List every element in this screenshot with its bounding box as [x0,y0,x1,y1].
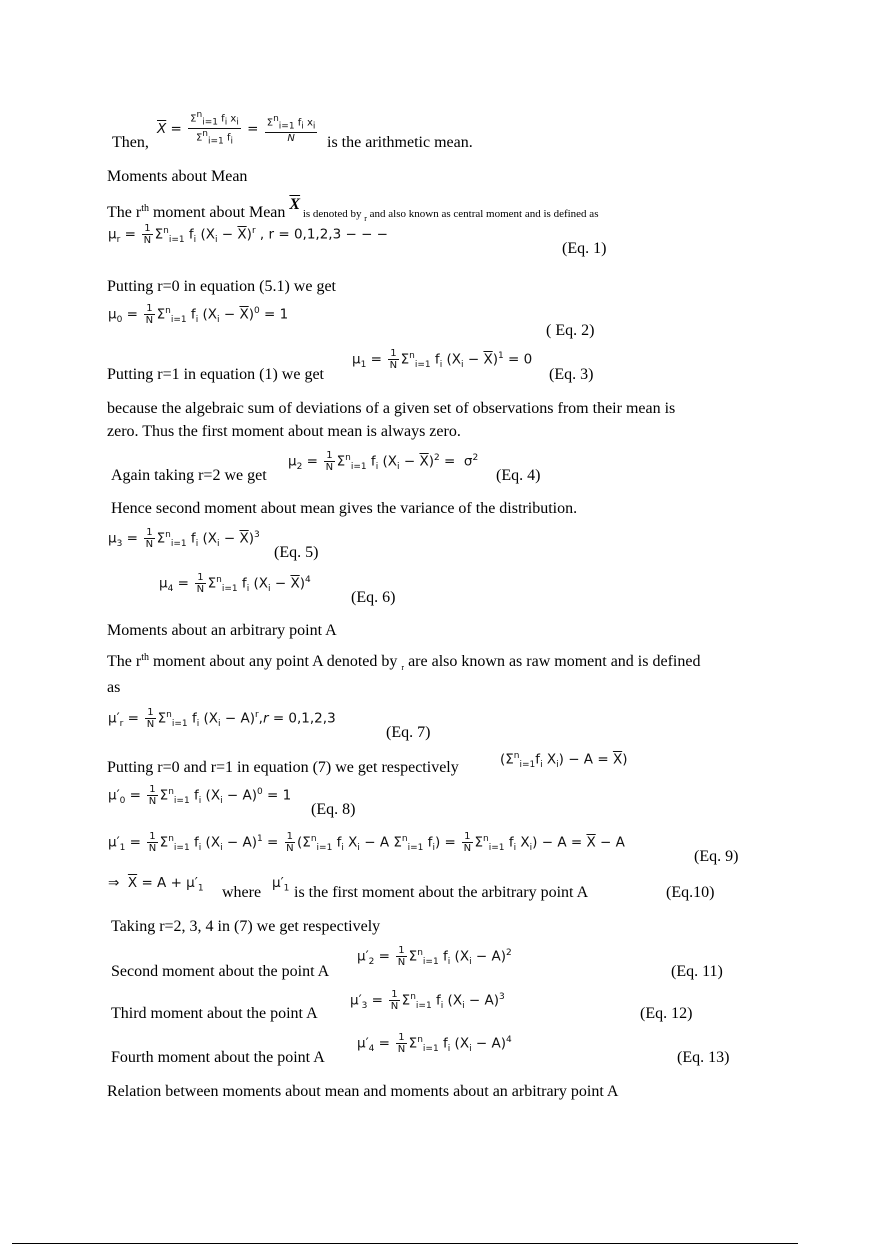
formula-mu-prime-4: $\mu'_4$ = $\frac{1}{N}$ $\Sigma^n_{i=1}$ $f_i$ $(X_i - A)^4$ [357,1032,512,1055]
putting-r1: Putting r=1 in equation (1) we get [107,366,324,383]
putting-r0: Putting r=0 in equation (5.1) we get [107,278,336,295]
relation-heading: Relation between moments about mean and moments about an arbitrary point A [107,1083,619,1100]
eq-13-label: (Eq. 13) [677,1049,730,1066]
eq-11-label: (Eq. 11) [671,963,723,980]
second-moment-label: Second moment about the point A [111,963,330,980]
formula-mu-prime-1-symbol: $\mu'_1$ [272,875,290,894]
raw-as: as [107,679,121,696]
formula-mu-1: $\mu_1$ = $\frac{1}{N}$ $\Sigma^n_{i=1}$ $f_i$ $(X_i - \overline{X})^1 = 0$ [352,348,533,371]
where-text-2: is the first moment about the arbitrary point A [294,884,589,901]
eq-9-label: (Eq. 9) [694,848,739,865]
eq-12-label: (Eq. 12) [640,1005,693,1022]
rth-moment-sentence: The $r^{th}$ moment about Mean $\overline{X}$ is denoted by $_r$ and also known as central moment and is defined as [107,196,599,224]
eq-1-label: (Eq. 1) [562,240,607,257]
mean-suffix: is the arithmetic mean. [327,134,473,151]
where-text-1: where [222,884,262,901]
x-bar-symbol: $\overline{X}$ [289,196,301,213]
raw-moment-sentence: The $r^{th}$ moment about any point A denoted by $_r$ are also known as raw moment and is defined [107,652,701,673]
formula-mu-prime-3: $\mu'_3$ = $\frac{1}{N}$ $\Sigma^n_{i=1}$ $f_i$ $(X_i - A)^3$ [350,989,505,1012]
heading-moments-arbitrary: Moments about an arbitrary point A [107,622,337,639]
eq-5-label: (Eq. 5) [274,544,319,561]
heading-moments-about-mean: Moments about Mean [107,168,248,185]
formula-x-bar: ⇒ $\overline{X} = A + \mu'_1$ [108,875,204,894]
eq-3-label: (Eq. 3) [549,366,594,383]
eq-10-label: (Eq.10) [666,884,715,901]
fourth-moment-label: Fourth moment about the point A [111,1049,325,1066]
third-moment-label: Third moment about the point A [111,1005,318,1022]
mean-label: Then, [112,134,149,151]
eq-6-label: (Eq. 6) [351,589,396,606]
eq-2-label: ( Eq. 2) [546,322,595,339]
formula-mu-prime-r: $\mu'_r$ = $\frac{1}{N}$ $\Sigma^n_{i=1}$ $f_i$ $(X_i - A)^r,r = 0,1,2,3$ [108,707,336,730]
formula-mu-2: $\mu_2$ = $\frac{1}{N}$ $\Sigma^n_{i=1}$ $f_i$ $(X_i - \overline{X})^2 = \sigma^2$ [288,450,479,473]
hence-variance: Hence second moment about mean gives the variance of the distribution. [111,500,578,517]
because-line-1: because the algebraic sum of deviations of a given set of observations from their mean is [107,400,676,417]
taking-r234: Taking r=2, 3, 4 in (7) we get respectively [111,918,381,935]
footer-rule [12,1243,798,1244]
formula-mu-0: $\mu_0$ = $\frac{1}{N}$ $\Sigma^n_{i=1}$ $f_i$ $(X_i - \overline{X})^0 = 1$ [108,303,289,326]
formula-mu-prime-1: $\mu'_1$ = $\frac{1}{N}$ $\Sigma^n_{i=1}$ $f_i$ $(X_i - A)^1$ = $\frac{1}{N}$ ($\Sigma^n_{i=1}$ $f_i$ $X_i - A$ $\Sigma^n_{i=1}$ $f_i$) = $\frac{1}{N}$ $\Sigma^n_{i=1}$ $f_i$ $X_i) - A = \overline{X} - A$ [108,831,625,854]
putting-r0-r1: Putting r=0 and r=1 in equation (7) we get respectively [107,759,459,776]
eq-4-label: (Eq. 4) [496,467,541,484]
eq-7-label: (Eq. 7) [386,724,431,741]
formula-sum-relation: ($\Sigma^n_{i=1}f_i$ $X_i) - A = \overline{X}$) [500,751,628,771]
formula-mu-4: $\mu_4$ = $\frac{1}{N}$ $\Sigma^n_{i=1}$ $f_i$ $(X_i - \overline{X})^4$ [159,572,311,595]
again-r2: Again taking r=2 we get [111,467,267,484]
formula-mu-prime-2: $\mu'_2$ = $\frac{1}{N}$ $\Sigma^n_{i=1}$ $f_i$ $(X_i - A)^2$ [357,945,512,968]
mean-formula: $\overline{X}$ = $\frac{\Sigma^n_{i=1} f_i x_i}{\Sigma^n_{i=1} f_i}$ = $\frac{\Sigma^n_{i=1} f_i x_i}{N}$ [157,110,316,147]
formula-mu-3: $\mu_3$ = $\frac{1}{N}$ $\Sigma^n_{i=1}$ $f_i$ $(X_i - \overline{X})^3$ [108,527,260,550]
eq-8-label: (Eq. 8) [311,801,356,818]
formula-mu-prime-0: $\mu'_0$ = $\frac{1}{N}$ $\Sigma^n_{i=1}$ $f_i$ $(X_i - A)^0 = 1$ [108,784,292,807]
because-line-2: zero. Thus the first moment about mean is always zero. [107,423,461,440]
formula-mu-r: $\mu_r$ = $\frac{1}{N}$ $\Sigma^n_{i=1}$ $f_i$ $(X_i - \overline{X})^r$ , r = 0,1,2,3 − − − [108,223,388,246]
